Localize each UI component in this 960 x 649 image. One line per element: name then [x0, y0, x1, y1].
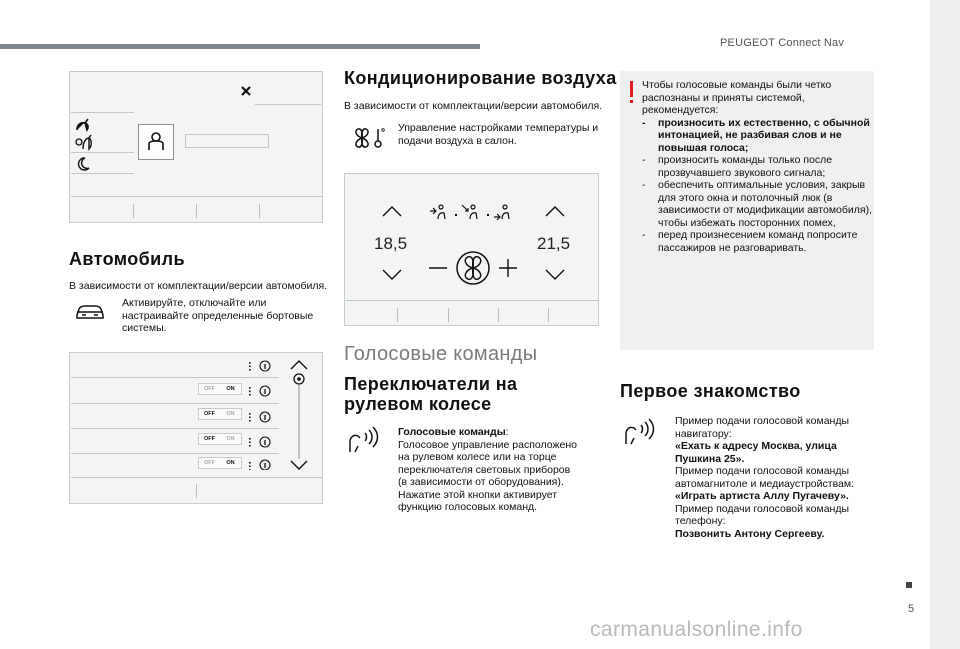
section-marker [906, 582, 912, 588]
vehicle-screen-illustration [69, 71, 323, 223]
temp-left: 18,5 [374, 234, 408, 253]
warning-dash: - [642, 229, 646, 241]
warning-dash: - [642, 154, 646, 166]
fan-controls-icons [427, 250, 519, 288]
air-distribution-icons [429, 202, 519, 224]
voice-desc-3: переключателя световых приборов [398, 463, 571, 476]
info-field [185, 134, 269, 148]
climate-desc-2: подачи воздуха в салон. [398, 134, 517, 147]
first-line-6: автомагнитоле и медиаустройствам: [675, 477, 855, 490]
voice-desc-5: Нажатие этой кнопки активирует [398, 488, 558, 501]
toggle-switch: OFF ON [198, 383, 242, 395]
selected-tile [138, 124, 174, 160]
first-line-2: навигатору: [675, 427, 732, 440]
vehicle-functions-screen [69, 352, 323, 504]
warning-item-3-line-1: обеспечить оптимальные условия, закрыв [658, 179, 866, 191]
voice-command-icon [348, 426, 382, 454]
warning-item-1-line-3: повышая голоса; [658, 141, 749, 154]
warning-item-2-line-1: произносить команды только после [658, 154, 833, 166]
warning-item-1-line-1: произносить их естественно, с обычной [658, 116, 870, 129]
car-icon [74, 302, 106, 322]
massage-seat-icon [74, 116, 94, 134]
warning-item-3-line-3: зависимости от модификации автомобиля), [658, 204, 872, 216]
voice-desc-1: Голосовое управление расположено [398, 438, 577, 451]
first-line-10: Позвонить Антону Сергееву. [675, 527, 825, 540]
close-icon [240, 85, 252, 97]
scroll-control-icon [288, 359, 310, 471]
first-line-8: Пример подачи голосовой команды [675, 502, 850, 515]
climate-subtitle: В зависимости от комплектации/версии автомобиля. [344, 100, 603, 112]
warning-item-2-line-2: прозвучавшего звукового сигнала; [658, 166, 826, 179]
temp-down-left-icon [381, 268, 403, 282]
warning-intro-2: распознаны и приняты системой, [642, 91, 805, 104]
warning-intro-1: Чтобы голосовые команды были четко [642, 79, 832, 91]
warning-item-4-line-1: перед произнесением команд попросите [658, 229, 858, 241]
voice-title-line-2: рулевом колесе [344, 394, 492, 414]
first-line-9: телефону: [675, 515, 726, 527]
climate-screen-illustration [344, 173, 599, 326]
automobile-desc-2: настраивайте определенные бортовые [122, 309, 314, 322]
watermark: carmanualsonline.info [590, 618, 803, 641]
warning-dash: - [642, 116, 646, 129]
warning-item-3-line-4: чтобы избежать посторонних помех, [658, 216, 836, 229]
first-steps-title: Первое знакомство [620, 381, 801, 401]
automobile-subtitle: В зависимости от комплектации/версии автомобиля. [69, 280, 328, 292]
warning-box [620, 71, 874, 350]
climate-desc-1: Управление настройками температуры и [398, 122, 599, 134]
first-line-4: Пушкина 25». [675, 452, 745, 465]
running-header: PEUGEOT Connect Nav [720, 37, 845, 49]
toggle-switch: OFF ON [198, 433, 242, 445]
climate-title: Кондиционирование воздуха [344, 68, 617, 88]
voice-section-title: Голосовые команды [344, 343, 538, 365]
first-line-3: «Ехать к адресу Москва, улица [675, 440, 837, 452]
temp-up-left-icon [381, 204, 403, 218]
voice-label: Голосовые команды: [398, 426, 509, 438]
page-number: 5 [908, 603, 915, 615]
voice-desc-6: функцию голосовых команд. [398, 501, 538, 513]
header-rule [0, 44, 480, 49]
warning-dash: - [642, 179, 646, 191]
automobile-title: Автомобиль [69, 249, 185, 269]
toggle-switch: OFF ON [198, 457, 242, 469]
warning-intro-3: рекомендуется: [642, 104, 719, 116]
toggle-switch: OFF ON [198, 408, 242, 420]
warning-icon [630, 81, 633, 97]
first-line-7: «Играть артиста Аллу Пугачеву». [675, 490, 849, 502]
automobile-desc-3: системы. [122, 322, 167, 334]
voice-command-icon [624, 418, 658, 446]
voice-desc-4: (в зависимости от оборудования). [398, 476, 564, 488]
row-actions-icons [246, 358, 276, 470]
first-line-5: Пример подачи голосовой команды [675, 465, 850, 477]
voice-desc-2: на рулевом колесе или на торце [398, 451, 557, 463]
fan-temperature-icon [350, 126, 386, 150]
first-line-1: Пример подачи голосовой команды [675, 415, 850, 427]
warning-item-1-line-2: интонацией, не разбивая слов и не [658, 129, 842, 141]
night-mode-icon [75, 156, 91, 172]
voice-title-line-1: Переключатели на [344, 374, 518, 394]
warning-item-3-line-2: для этого окна и потолочный люк (в [658, 191, 833, 204]
temp-right: 21,5 [537, 234, 571, 253]
warning-item-4-line-2: пассажиров не разговаривать. [658, 241, 807, 254]
automobile-desc-1: Активируйте, отключайте или [122, 297, 267, 309]
temp-down-right-icon [544, 268, 566, 282]
right-margin-band [930, 0, 960, 649]
person-icon [139, 125, 173, 159]
seat-settings-icon [74, 134, 96, 152]
temp-up-right-icon [544, 204, 566, 218]
